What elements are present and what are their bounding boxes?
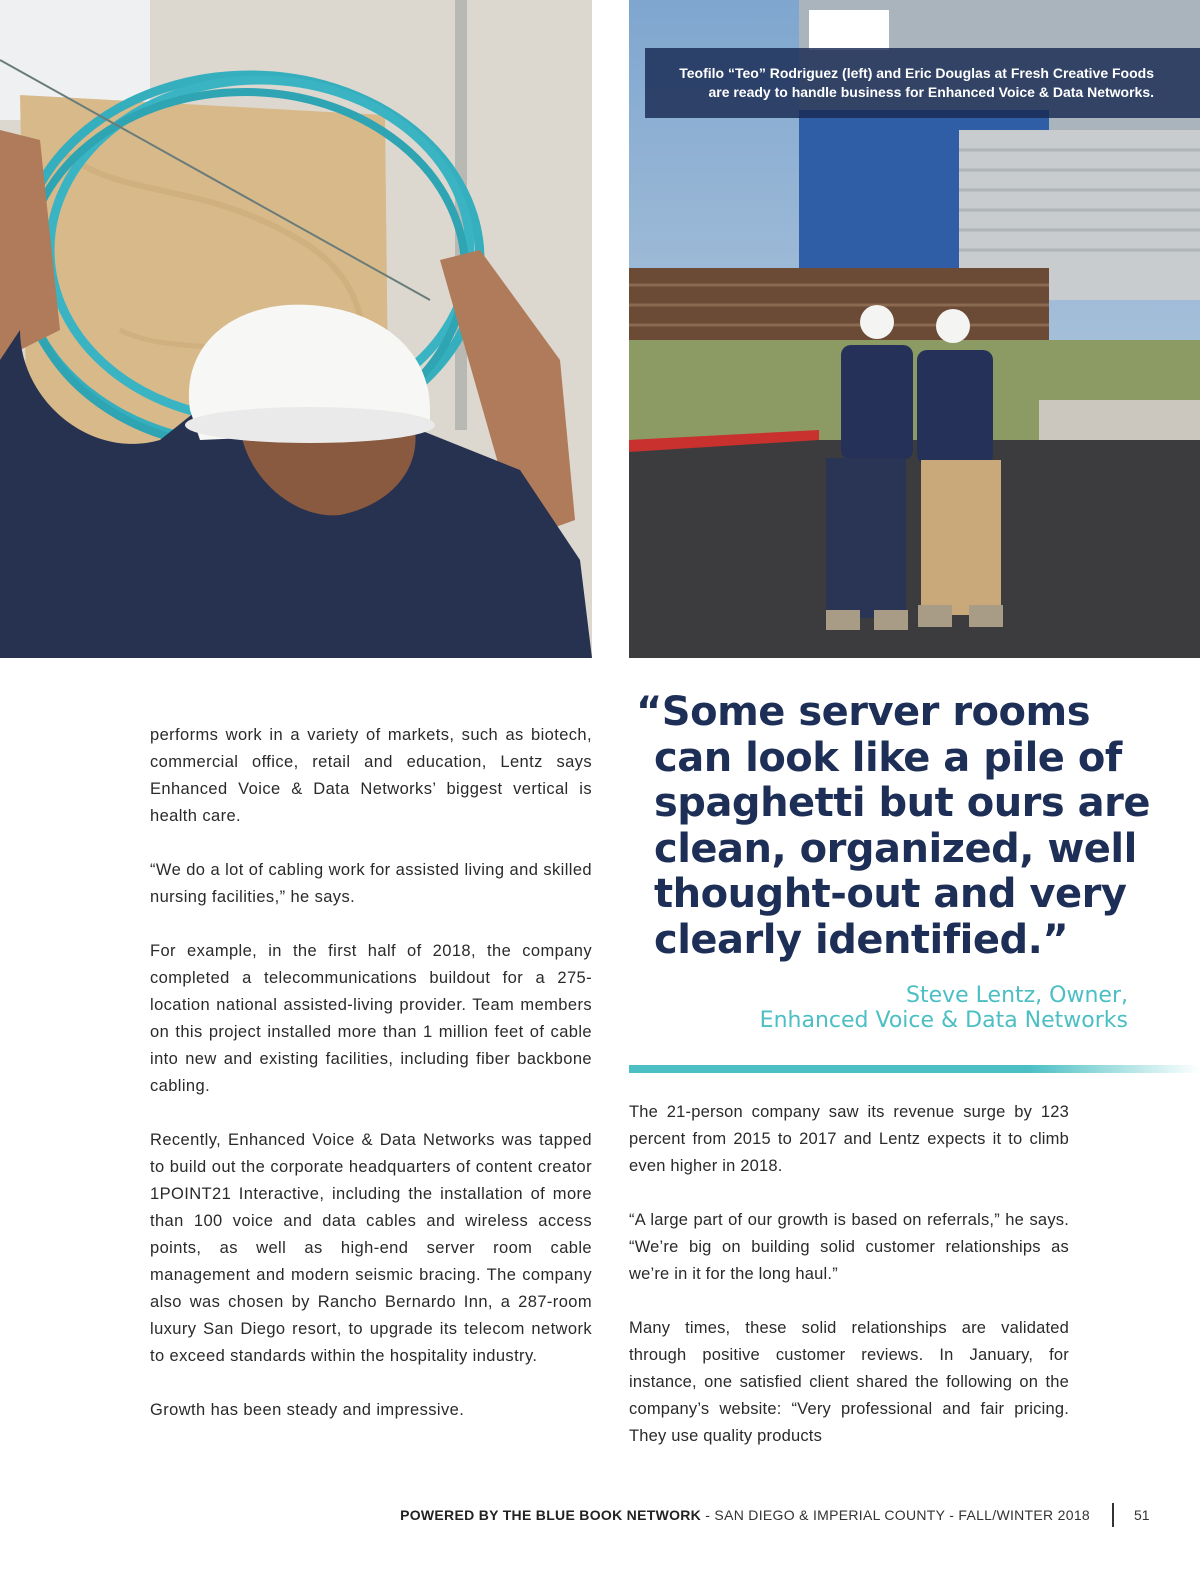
paragraph: “We do a lot of cabling work for assisted living and skilled nursing facilities,” he says. (150, 861, 592, 906)
attribution-line-1: Steve Lentz, Owner, (905, 983, 1128, 1008)
pull-quote (636, 690, 1156, 963)
footer-edition: - SAN DIEGO & IMPERIAL COUNTY - FALL/WINTER 2018 (701, 1507, 1090, 1523)
paragraph: “A large part of our growth is based on referrals,” he says. “We’re big on building solid customer relationships as we’re in it for the long haul.” (629, 1211, 1069, 1283)
caption-line-1: Teofilo “Teo” Rodriguez (left) and Eric Douglas at Fresh Creative Foods (679, 65, 1154, 81)
paragraph: Recently, Enhanced Voice & Data Networks was tapped to build out the corporate headquarters of content creator 1POINT21 Interactive, including the installation of more than 100 voice and data cables and wireless access points, as well as high-end server room cable management and modern seismic bracing. The company also was chosen by Rancho Bernardo Inn, a 287-room luxury San Diego resort, to upgrade its telecom network to exceed standards within the hospitality industry. (150, 1131, 592, 1365)
photo-caption (645, 48, 1200, 118)
accent-divider (629, 1065, 1200, 1073)
pull-quote-attribution (700, 983, 1128, 1033)
photo-worker-installing-cable (0, 0, 592, 658)
page-footer (400, 1507, 1090, 1523)
article-column-left (150, 722, 592, 1451)
footer-brand: POWERED BY THE BLUE BOOK NETWORK (400, 1507, 702, 1523)
paragraph: For example, in the first half of 2018, the company completed a telecommunications buildout for a 275-location national assisted-living provider. Team members on this project installed more than 1 million feet of cable into new and existing facilities, including fiber backbone cabling. (150, 942, 592, 1095)
page-number: 51 (1134, 1507, 1150, 1523)
pull-quote-text: “Some server rooms can look like a pile of spaghetti but ours are clean, organized, well thought-out and very clearly identified.” (636, 689, 1150, 963)
paragraph: Many times, these solid relationships are validated through positive customer reviews. In January, for instance, one satisfied client shared the following on the company’s website: “Very professional and fair pricing. They use quality products (629, 1319, 1069, 1445)
attribution-line-2: Enhanced Voice & Data Networks (759, 1008, 1128, 1033)
article-column-right (629, 1099, 1069, 1477)
paragraph: performs work in a variety of markets, such as biotech, commercial office, retail and education, Lentz says Enhanced Voice & Data Networks’ biggest vertical is health care. (150, 726, 592, 825)
paragraph: The 21-person company saw its revenue surge by 123 percent from 2015 to 2017 and Lentz expects it to climb even higher in 2018. (629, 1103, 1069, 1175)
footer-divider (1112, 1503, 1114, 1527)
paragraph: Growth has been steady and impressive. (150, 1401, 465, 1419)
photo-worker-illustration (0, 0, 592, 658)
caption-line-2: are ready to handle business for Enhanced Voice & Data Networks. (708, 84, 1154, 100)
